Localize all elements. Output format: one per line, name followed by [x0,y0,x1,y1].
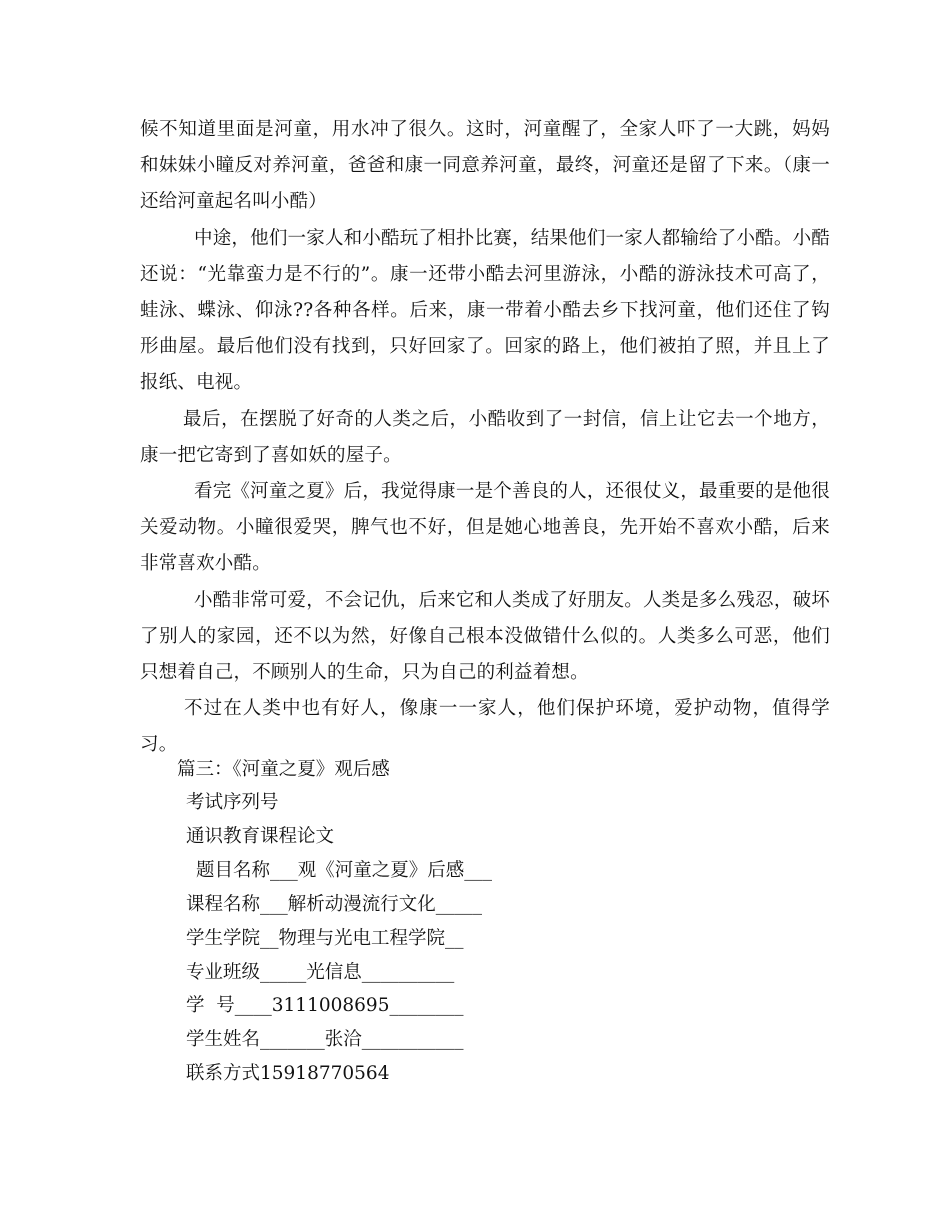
paragraph-conclusion: 不过在人类中也有好人，像康一一家人，他们保护环境，爱护动物，值得学习。 [140,698,830,756]
paragraph-letter: 最后，在摆脱了好奇的人类之后，小酷收到了一封信，信上让它去一个地方，康一把它寄到了喜如妖的屋子。 [140,408,830,466]
section-title: 篇三：《河童之夏》观后感 [177,759,390,780]
exam-number-line: 考试序列号 [186,792,279,813]
student-name-line: 学生姓名_______张洽___________ [186,1029,464,1051]
paragraph-humans: 小酷非常可爱，不会记仇，后来它和人类成了好朋友。人类是多么残忍，破坏了别人的家园，还不以为然，好像自己根本没做错什么似的。人类多么可恶，他们只想着自己，不顾别人的生命，只为自己的利益着想。 [140,589,830,684]
paragraph-sumo-match: 中途，他们一家人和小酷玩了相扑比赛，结果他们一家人都输给了小酷。小酷还说：“光靠蛮力是不行的”。康一还带小酷去河里游泳，小酷的游泳技术可高了，蛙泳、蝶泳、仰泳??各种各样。后来，康一带着小酷去乡下找河童，他们还住了钩形曲屋。最后他们没有找到，只好回家了。回家的路上，他们被拍了照，并且上了报纸、电视。 [140,227,830,394]
paragraph-continued: 候不知道里面是河童，用水冲了很久。这时，河童醒了，全家人吓了一大跳，妈妈和妹妹小瞳反对养河童，爸爸和康一同意养河童，最终，河童还是留了下来。（康一还给河童起名叫小酷） [140,119,830,213]
contact-line: 联系方式15918770564 [186,1063,390,1085]
cover-form [186,786,492,1091]
student-id-line: 学 号____3111008695________ [186,995,464,1017]
paper-type-line: 通识教育课程论文 [186,825,335,847]
topic-line: 题目名称___观《河童之夏》后感___ [196,859,493,881]
college-line: 学生学院__物理与光电工程学院__ [186,927,464,949]
course-line: 课程名称___解析动漫流行文化_____ [186,893,483,915]
essay-body [140,112,830,764]
major-line: 专业班级_____光信息__________ [186,961,455,983]
paragraph-opinion: 看完《河童之夏》后，我觉得康一是个善良的人，还很仗义，最重要的是他很关爱动物。小瞳很爱哭，脾气也不好，但是她心地善良，先开始不喜欢小酷，后来非常喜欢小酷。 [140,481,830,575]
